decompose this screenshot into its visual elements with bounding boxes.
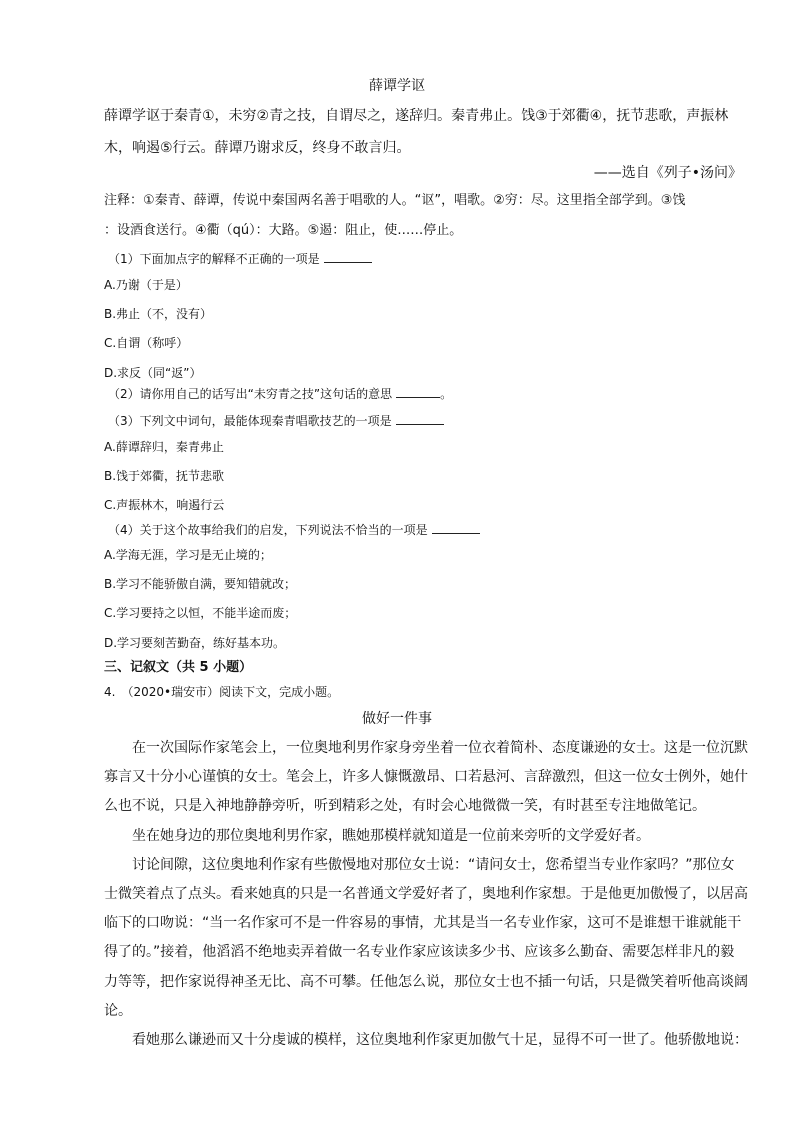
option-item: C.学习要持之以恒，不能半途而废； <box>104 606 297 621</box>
passage-line: 临下的口吻说：“当一名作家可不是一件容易的事情，尤其是当一名专业作家，这可不是谁想干谁就能干 <box>104 915 742 932</box>
answer-blank[interactable] <box>396 385 440 398</box>
option-item: B.弗止（不，没有） <box>104 307 213 322</box>
passage-line: 讨论间隙，这位奥地利作家有些傲慢地对那位女士说：“请问女士，您希望当专业作家吗？”那位女 <box>132 856 735 873</box>
option-item: D.求反（同“返”） <box>104 365 202 380</box>
passage-line: 么也不说，只是入神地静静旁听，听到精彩之处，有时会心地微微一笑，有时甚至专注地做笔记。 <box>104 798 706 815</box>
passage-notes <box>104 186 724 246</box>
question-tail: 。 <box>440 387 453 401</box>
question-2 <box>108 385 452 402</box>
question-4 <box>108 521 480 538</box>
passage-line: 坐在她身边的那位奥地利男作家，瞧她那模样就知道是一位前来旁听的文学爱好者。 <box>132 827 650 844</box>
option-item: A.薛谭辞归，秦青弗止 <box>104 440 224 454</box>
passage-line: 得了的。”接着，他滔滔不绝地卖弄着做一名专业作家应该读多少书、应该多么勤奋、需要怎样非凡的毅 <box>104 944 735 961</box>
question-stem: （2）请你用自己的话写出“未穷青之技”这句话的意思 <box>108 387 393 401</box>
option-item: B.学习不能骄傲自满，要知错就改； <box>104 577 297 592</box>
passage-line: 在一次国际作家笔会上，一位奥地利男作家身旁坐着一位衣着简朴、态度谦逊的女士。这是一位沉默 <box>132 740 748 756</box>
passage-line: 论。 <box>104 1002 132 1019</box>
section-heading: 三、记叙文（共 5 小题） <box>104 660 253 675</box>
passage-line: 看她那么谦逊而又十分虔诚的模样，这位奥地利作家更加傲气十足，显得不可一世了。他骄傲地说： <box>132 1032 748 1049</box>
passage-body <box>104 101 729 164</box>
answer-blank[interactable] <box>432 521 480 534</box>
answer-blank[interactable] <box>324 250 372 263</box>
option-item: C.声振林木，响遏行云 <box>104 498 225 513</box>
answer-blank[interactable] <box>396 412 444 425</box>
option-item: C.自谓（称呼） <box>104 336 189 351</box>
question-1 <box>108 250 372 267</box>
passage-line: 力等等，把作家说得神圣无比、高不可攀。任他怎么说，那位女士也不插一句话，只是微笑着听他高谈阔 <box>104 973 748 990</box>
note-line: ：设酒食送行。④衢（qú）：大路。⑤遏：阻止，使……停止。 <box>104 223 463 238</box>
passage-line: 寡言又十分小心谨慎的女士。笔会上，许多人慷慨激昂、口若悬河、言辞激烈，但这一位女士例外，她什 <box>104 769 748 786</box>
question-stem: （4）关于这个故事给我们的启发，下列说法不恰当的一项是 <box>108 523 428 537</box>
question-4-options <box>104 541 296 658</box>
option-item: A.学海无涯，学习是无止境的； <box>104 548 272 562</box>
option-item: B.饯于郊衢，抚节悲歌 <box>104 469 225 484</box>
passage-title: 做好一件事 <box>362 711 432 727</box>
question-3 <box>108 412 444 429</box>
question-1-options <box>104 271 212 388</box>
note-line: 注释：①秦青、薛谭，传说中秦国两名善于唱歌的人。“讴”，唱歌。②穷：尽。这里指全部学到。③饯 <box>104 193 686 208</box>
question-stem: （3）下列文中词句，最能体现秦青唱歌技艺的一项是 <box>108 414 392 428</box>
passage-body <box>104 734 748 1055</box>
option-item: A.乃谢（于是） <box>104 278 188 292</box>
question-stem: （1）下面加点字的解释不正确的一项是 <box>108 252 320 266</box>
question-item: 4. （2020•瑞安市）阅读下文，完成小题。 <box>104 685 340 699</box>
passage-line: 木，响遏⑤行云。薛谭乃谢求反，终身不敢言归。 <box>104 139 411 156</box>
option-item: D.学习要刻苦勤奋，练好基本功。 <box>104 635 286 650</box>
question-3-options <box>104 433 224 521</box>
passage-line: 士微笑着点了点头。看来她真的只是一名普通文学爱好者了，奥地利作家想。于是他更加傲慢了，以居高 <box>104 886 748 903</box>
passage-source: ——选自《列子•汤问》 <box>593 165 742 181</box>
passage-title: 薛谭学讴 <box>369 78 425 94</box>
passage-line: 薛谭学讴于秦青①，未穷②青之技，自谓尽之，遂辞归。秦青弗止。饯③于郊衢④，抚节悲歌，声振林 <box>104 108 729 124</box>
